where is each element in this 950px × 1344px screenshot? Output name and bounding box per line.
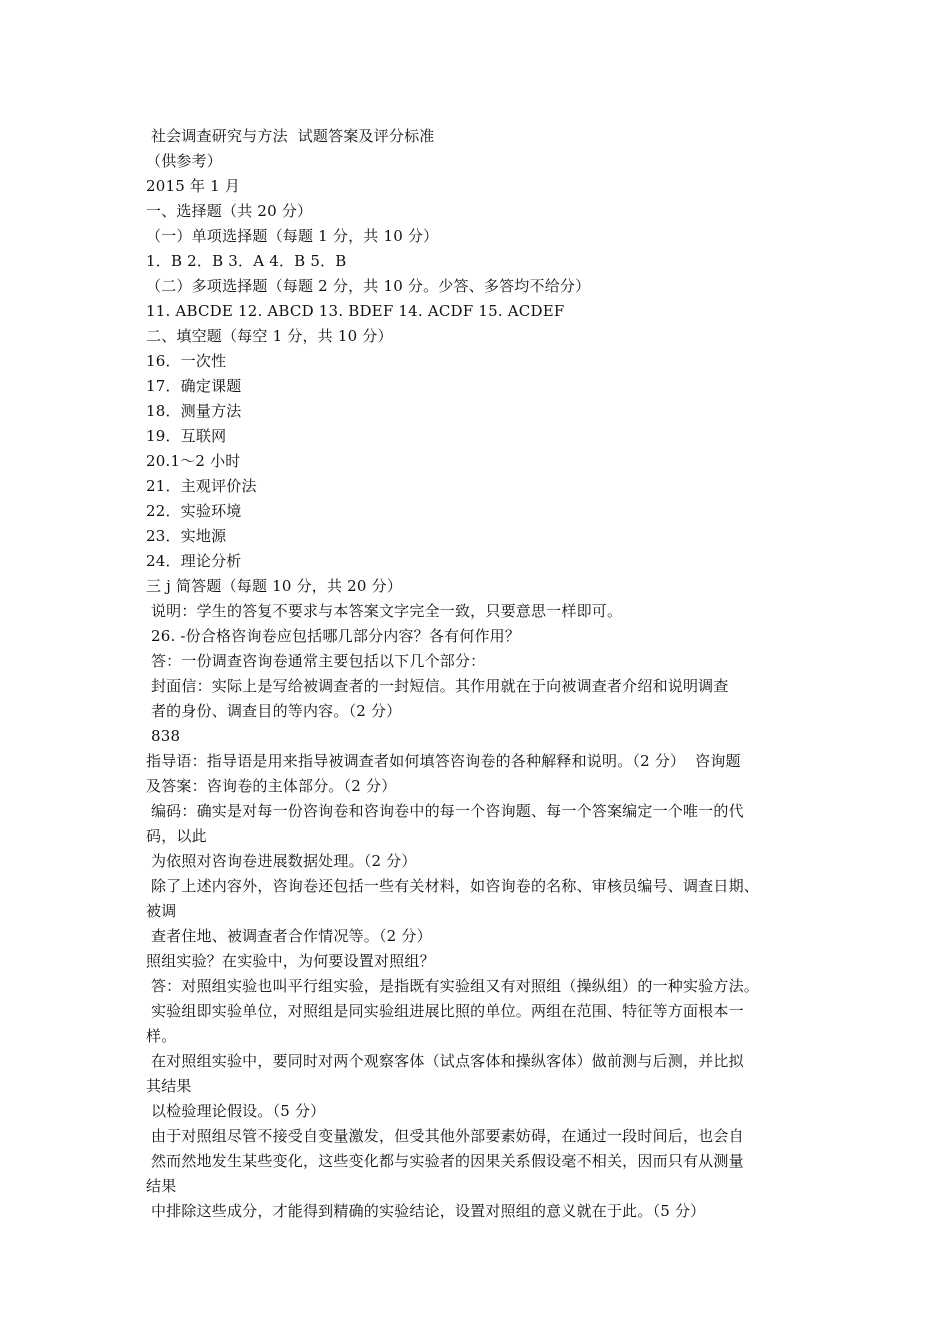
paragraph-line: 码，以此 [146, 827, 207, 845]
paragraph-line: 中排除这些成分，才能得到精确的实验结论，设置对照组的意义就在于此。（5 分） [146, 1202, 706, 1220]
question-line: 照组实验？在实验中，为何要设置对照组？ [146, 952, 435, 970]
paragraph-line: 封面信：实际上是写给被调查者的一封短信。其作用就在于向被调查者介绍和说明调查 [146, 677, 729, 695]
answer-line: 20.1～2 小时 [146, 452, 241, 470]
answer-line: 18．测量方法 [146, 402, 242, 420]
page-number: 838 [146, 727, 181, 745]
paragraph-line: 实验组即实验单位，对照组是同实验组进展比照的单位。两组在范围、特征等方面根本一 [146, 1002, 744, 1020]
paragraph-line: 在对照组实验中，要同时对两个观察客体（试点客体和操纵客体）做前测与后测，并比拟 [146, 1052, 744, 1070]
paragraph-line: 及答案：咨询卷的主体部分。（2 分） [146, 777, 397, 795]
answer-line: 21．主观评价法 [146, 477, 257, 495]
paragraph-line: 答：一份调查咨询卷通常主要包括以下几个部分： [146, 652, 486, 670]
answer-line: 19．互联网 [146, 427, 227, 445]
question-line: 26. -份合格咨询卷应包括哪几部分内容？各有何作用？ [146, 627, 521, 645]
subsection-heading: （二）多项选择题（每题 2 分，共 10 分。少答、多答均不给分） [146, 277, 591, 295]
document-date: 2015 年 1 月 [146, 177, 241, 195]
subsection-heading: （一）单项选择题（每题 1 分，共 10 分） [146, 227, 439, 245]
answer-line: 17．确定课题 [146, 377, 242, 395]
section-heading: 一、选择题（共 20 分） [146, 202, 313, 220]
paragraph-line: 被调 [146, 902, 177, 920]
paragraph-line: 答：对照组实验也叫平行组实验，是指既有实验组又有对照组（操纵组）的一种实验方法。 [146, 977, 759, 995]
answer-line: 23．实地源 [146, 527, 227, 545]
paragraph-line: 除了上述内容外，咨询卷还包括一些有关材料，如咨询卷的名称、审核员编号、调查日期、 [146, 877, 759, 895]
answer-line: 16．一次性 [146, 352, 227, 370]
document-body [146, 124, 826, 1224]
answer-line: 24．理论分析 [146, 552, 242, 570]
paragraph-line: 者的身份、调查目的等内容。（2 分） [146, 702, 402, 720]
paragraph-line: 以检验理论假设。（5 分） [146, 1102, 326, 1120]
paragraph-line: 结果 [146, 1177, 177, 1195]
document-title: 社会调查研究与方法 试题答案及评分标准 [146, 127, 435, 145]
subtitle-note: （供参考） [146, 152, 223, 170]
answer-line: 11. ABCDE 12. ABCD 13. BDEF 14. ACDF 15. ACDEF [146, 302, 565, 320]
paragraph-line: 然而然地发生某些变化，这些变化都与实验者的因果关系假设毫不相关，因而只有从测量 [146, 1152, 744, 1170]
answer-line: 1．B 2．B 3．A 4．B 5．B [146, 252, 347, 270]
paragraph-line: 查者住地、被调查者合作情况等。（2 分） [146, 927, 432, 945]
paragraph-line: 编码：确实是对每一份咨询卷和咨询卷中的每一个咨询题、每一个答案编定一个唯一的代 [146, 802, 744, 820]
answer-line: 22．实验环境 [146, 502, 242, 520]
paragraph-line: 说明：学生的答复不要求与本答案文字完全一致，只要意思一样即可。 [146, 602, 623, 620]
paragraph-line: 由于对照组尽管不接受自变量激发，但受其他外部要素妨碍，在通过一段时间后，也会自 [146, 1127, 744, 1145]
section-heading: 三 j 简答题（每题 10 分，共 20 分） [146, 577, 403, 595]
paragraph-line: 为依照对咨询卷进展数据处理。（2 分） [146, 852, 417, 870]
section-heading: 二、填空题（每空 1 分，共 10 分） [146, 327, 393, 345]
paragraph-line: 样。 [146, 1027, 177, 1045]
paragraph-line: 其结果 [146, 1077, 192, 1095]
paragraph-line: 指导语：指导语是用来指导被调查者如何填答咨询卷的各种解释和说明。（2 分） 咨询题 [146, 752, 741, 770]
